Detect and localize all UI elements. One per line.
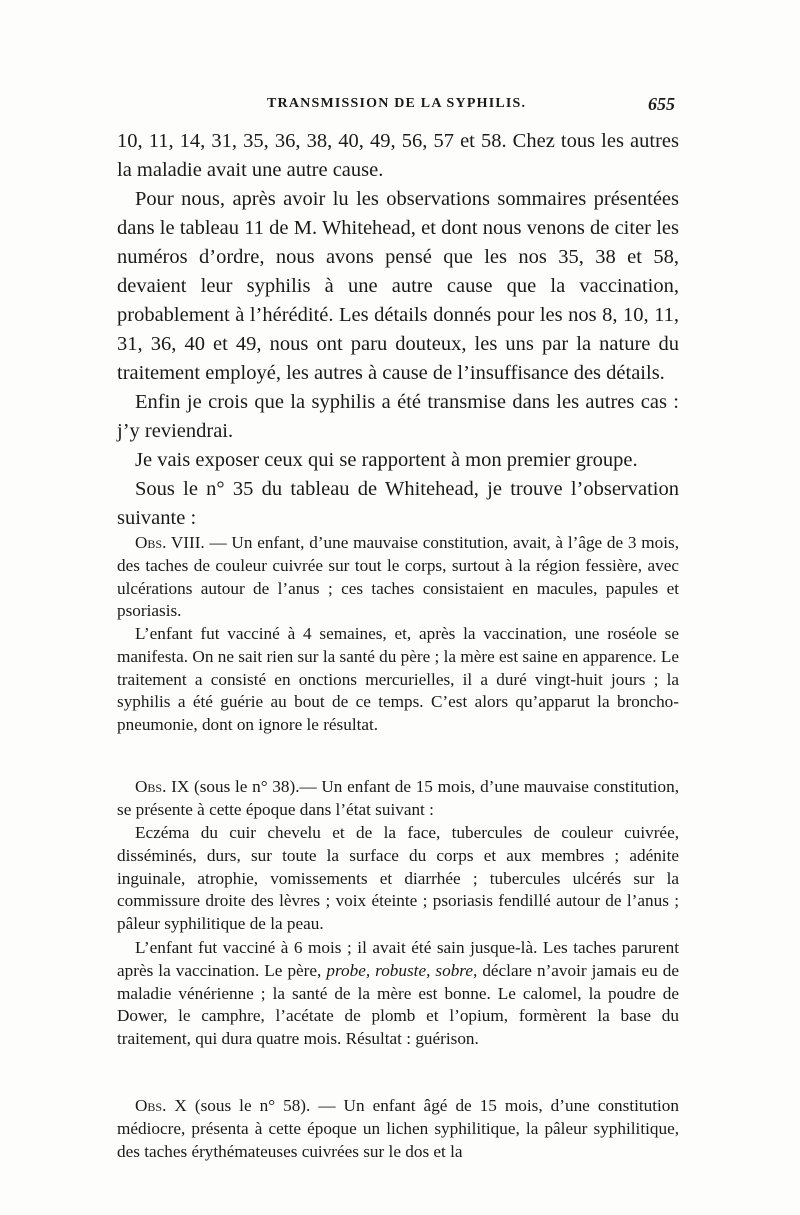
observation-10-label: Obs. X (135, 1096, 187, 1115)
observation-9-label: Obs. IX (135, 777, 190, 796)
observation-9-text: (sous le n° 38).— Un enfant de 15 mois, d’une mauvaise constitution, se présente à cette époque dans l’état suivant : (117, 777, 679, 819)
observation-9-symptoms: Eczéma du cuir chevelu et de la face, tubercules de couleur cuivrée, disséminés, durs, sur toute la surface du corps et aux membres ; adénite inguinale, atrophie, vomissements et diarrhée ; tubercules ulcérés sur la commissure droite des lèvres ; voix éteinte ; psoriasis fendillé autour de l’anus ; pâleur syphilitique de la peau. (117, 823, 679, 934)
paragraph-whitehead-table: Pour nous, après avoir lu les observations sommaires présentées dans le tableau 11 de M. Whitehead, et dont nous venons de citer les numéros d’ordre, nous avons pensé que les nos 35, 38 et 58, devaient leur syphilis à une autre cause que la vaccination, probablement à l’hérédité. Les détails donnés pour les nos 8, 10, 11, 31, 36, 40 et 49, nous ont paru douteux, les uns par la nature du traitement employé, les autres à cause de l’insuffisance des détails. (117, 188, 679, 384)
observation-8-intro (117, 532, 679, 623)
observation-9-intro (117, 776, 679, 822)
paragraph-transmission: Enfin je crois que la syphilis a été transmise dans les autres cas : j’y reviendrai. (117, 391, 679, 442)
page-number: 655 (648, 94, 675, 114)
paragraph-continuation: 10, 11, 14, 31, 35, 36, 38, 40, 49, 56, 57 et 58. Chez tous les autres la maladie avait une autre cause. (117, 130, 679, 181)
running-head (117, 96, 679, 120)
observation-9-father-description: probe, robuste, sobre, (326, 960, 478, 980)
running-title: TRANSMISSION DE LA SYPHILIS. (267, 96, 527, 111)
paragraph-observation-intro: Sous le n° 35 du tableau de Whitehead, je trouve l’observation suivante : (117, 478, 679, 529)
observation-8-label: Obs. VIII. (135, 533, 205, 552)
observation-9-treatment-start: L’enfant fut vacciné à 6 mois ; il avait été sain jusque-là. Les taches parurent après la vaccination. Le père, (117, 938, 679, 980)
observation-9-treatment (117, 937, 679, 1051)
observation-10-text: (sous le n° 58). — Un enfant âgé de 15 mois, d’une constitution médiocre, présenta à cette époque un lichen syphilitique, la pâleur syphilitique, des taches érythémateuses cuivrées sur le dos et la (117, 1096, 679, 1161)
observation-8-paragraph: L’enfant fut vacciné à 4 semaines, et, après la vaccination, une roséole se manifesta. On ne sait rien sur la santé du père ; la mère est saine en apparence. Le traitement a consisté en onctions mercurielles, il a duré vingt-huit jours ; la syphilis a été guérie au bout de ce temps. C’est alors qu’apparut la broncho-pneumonie, dont on ignore le résultat. (117, 624, 679, 735)
paragraph-first-group: Je vais exposer ceux qui se rapportent à mon premier groupe. (135, 449, 638, 471)
observation-8-text: — Un enfant, d’une mauvaise constitution, avait, à l’âge de 3 mois, des taches de couleur cuivrée sur tout le corps, surtout à la région fessière, avec ulcérations autour de l’anus ; ces taches consistaient en macules, papules et psoriasis. (117, 533, 679, 621)
observation-9-treatment-end: déclare n’avoir jamais eu de maladie vénérienne ; la santé de la mère est bonne. Le calomel, la poudre de Dower, le camphre, l’acétate de plomb et l’opium, formèrent la base du traitement, qui dura quatre mois. Résultat : guérison. (117, 960, 680, 1049)
observation-10-intro (117, 1095, 679, 1163)
